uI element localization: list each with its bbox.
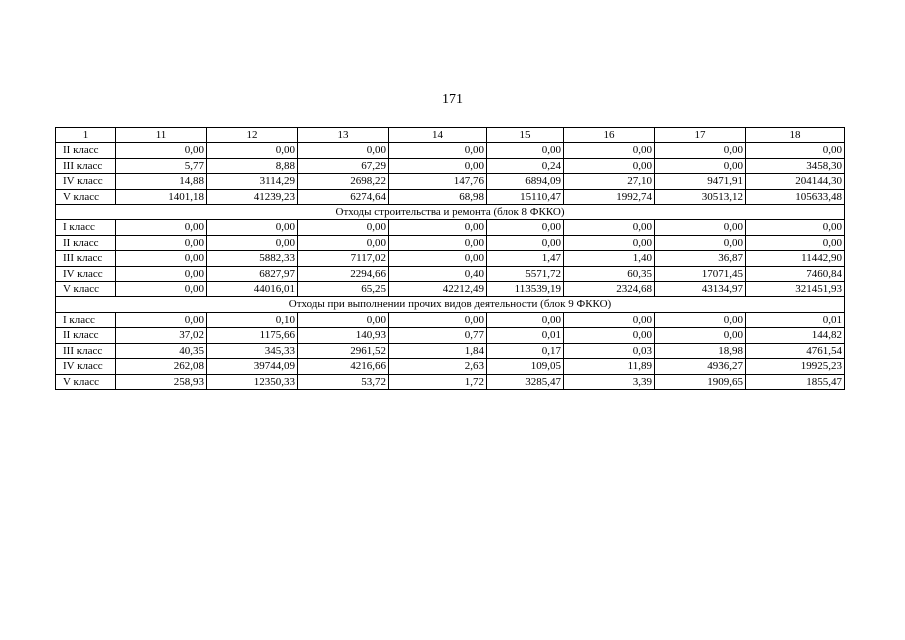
column-header-11: 11 — [116, 128, 207, 143]
row-label: II класс — [56, 328, 116, 343]
table-row — [56, 174, 845, 189]
row-label: II класс — [56, 143, 116, 158]
value-cell: 53,72 — [298, 374, 389, 389]
value-cell: 0,00 — [298, 312, 389, 327]
value-cell: 3285,47 — [487, 374, 564, 389]
value-cell: 6894,09 — [487, 174, 564, 189]
row-label: V класс — [56, 282, 116, 297]
value-cell: 0,01 — [487, 328, 564, 343]
value-cell: 2324,68 — [564, 282, 655, 297]
header-row — [56, 128, 845, 143]
section-title: Отходы при выполнении прочих видов деятельности (блок 9 ФККО) — [56, 297, 845, 312]
value-cell: 0,00 — [487, 312, 564, 327]
section-row — [56, 205, 845, 220]
table-row — [56, 328, 845, 343]
value-cell: 0,00 — [564, 143, 655, 158]
column-header-12: 12 — [207, 128, 298, 143]
table-row — [56, 143, 845, 158]
value-cell: 113539,19 — [487, 282, 564, 297]
table-row — [56, 374, 845, 389]
value-cell: 0,00 — [298, 220, 389, 235]
value-cell: 4216,66 — [298, 359, 389, 374]
value-cell: 0,00 — [746, 235, 845, 250]
table-row — [56, 312, 845, 327]
value-cell: 0,00 — [655, 312, 746, 327]
value-cell: 0,00 — [746, 143, 845, 158]
value-cell: 14,88 — [116, 174, 207, 189]
value-cell: 204144,30 — [746, 174, 845, 189]
value-cell: 2698,22 — [298, 174, 389, 189]
value-cell: 65,25 — [298, 282, 389, 297]
value-cell: 1855,47 — [746, 374, 845, 389]
value-cell: 345,33 — [207, 343, 298, 358]
value-cell: 5571,72 — [487, 266, 564, 281]
value-cell: 258,93 — [116, 374, 207, 389]
value-cell: 3114,29 — [207, 174, 298, 189]
value-cell: 0,00 — [389, 235, 487, 250]
value-cell: 44016,01 — [207, 282, 298, 297]
value-cell: 19925,23 — [746, 359, 845, 374]
value-cell: 144,82 — [746, 328, 845, 343]
value-cell: 0,00 — [655, 158, 746, 173]
value-cell: 37,02 — [116, 328, 207, 343]
column-header-1: 1 — [56, 128, 116, 143]
value-cell: 1175,66 — [207, 328, 298, 343]
value-cell: 0,24 — [487, 158, 564, 173]
row-label: IV класс — [56, 266, 116, 281]
value-cell: 0,00 — [564, 328, 655, 343]
value-cell: 1401,18 — [116, 189, 207, 204]
row-label: IV класс — [56, 359, 116, 374]
value-cell: 39744,09 — [207, 359, 298, 374]
value-cell: 1,84 — [389, 343, 487, 358]
value-cell: 15110,47 — [487, 189, 564, 204]
row-label: II класс — [56, 235, 116, 250]
value-cell: 7460,84 — [746, 266, 845, 281]
value-cell: 42212,49 — [389, 282, 487, 297]
value-cell: 0,00 — [564, 158, 655, 173]
value-cell: 2294,66 — [298, 266, 389, 281]
column-header-17: 17 — [655, 128, 746, 143]
value-cell: 0,00 — [655, 220, 746, 235]
value-cell: 12350,33 — [207, 374, 298, 389]
value-cell: 0,00 — [389, 312, 487, 327]
value-cell: 0,00 — [207, 220, 298, 235]
table-row — [56, 343, 845, 358]
value-cell: 0,77 — [389, 328, 487, 343]
row-label: V класс — [56, 374, 116, 389]
value-cell: 140,93 — [298, 328, 389, 343]
row-label: I класс — [56, 312, 116, 327]
value-cell: 0,10 — [207, 312, 298, 327]
value-cell: 0,00 — [116, 220, 207, 235]
value-cell: 0,00 — [116, 251, 207, 266]
value-cell: 0,00 — [207, 143, 298, 158]
value-cell: 0,00 — [298, 143, 389, 158]
row-label: V класс — [56, 189, 116, 204]
value-cell: 109,05 — [487, 359, 564, 374]
table-row — [56, 189, 845, 204]
value-cell: 0,00 — [564, 235, 655, 250]
value-cell: 0,00 — [116, 282, 207, 297]
value-cell: 30513,12 — [655, 189, 746, 204]
value-cell: 36,87 — [655, 251, 746, 266]
value-cell: 43134,97 — [655, 282, 746, 297]
section-title: Отходы строительства и ремонта (блок 8 ФККО) — [56, 205, 845, 220]
value-cell: 0,40 — [389, 266, 487, 281]
value-cell: 60,35 — [564, 266, 655, 281]
value-cell: 7117,02 — [298, 251, 389, 266]
value-cell: 0,17 — [487, 343, 564, 358]
value-cell: 68,98 — [389, 189, 487, 204]
value-cell: 27,10 — [564, 174, 655, 189]
value-cell: 8,88 — [207, 158, 298, 173]
value-cell: 1992,74 — [564, 189, 655, 204]
page-number: 171 — [442, 92, 463, 107]
value-cell: 0,00 — [116, 235, 207, 250]
value-cell: 0,00 — [389, 158, 487, 173]
value-cell: 6274,64 — [298, 189, 389, 204]
value-cell: 0,00 — [487, 220, 564, 235]
value-cell: 17071,45 — [655, 266, 746, 281]
value-cell: 1909,65 — [655, 374, 746, 389]
value-cell: 40,35 — [116, 343, 207, 358]
value-cell: 0,00 — [564, 312, 655, 327]
value-cell: 1,72 — [389, 374, 487, 389]
value-cell: 4761,54 — [746, 343, 845, 358]
value-cell: 0,01 — [746, 312, 845, 327]
value-cell: 2961,52 — [298, 343, 389, 358]
value-cell: 3,39 — [564, 374, 655, 389]
value-cell: 3458,30 — [746, 158, 845, 173]
value-cell: 1,40 — [564, 251, 655, 266]
value-cell: 9471,91 — [655, 174, 746, 189]
value-cell: 18,98 — [655, 343, 746, 358]
value-cell: 0,00 — [116, 266, 207, 281]
column-header-14: 14 — [389, 128, 487, 143]
value-cell: 262,08 — [116, 359, 207, 374]
table-row — [56, 266, 845, 281]
table-row — [56, 359, 845, 374]
value-cell: 0,00 — [389, 143, 487, 158]
value-cell: 147,76 — [389, 174, 487, 189]
value-cell: 4936,27 — [655, 359, 746, 374]
value-cell: 0,00 — [116, 312, 207, 327]
row-label: IV класс — [56, 174, 116, 189]
column-header-13: 13 — [298, 128, 389, 143]
value-cell: 0,00 — [564, 220, 655, 235]
value-cell: 6827,97 — [207, 266, 298, 281]
value-cell: 11,89 — [564, 359, 655, 374]
table-row — [56, 220, 845, 235]
value-cell: 0,00 — [389, 251, 487, 266]
table-row — [56, 282, 845, 297]
value-cell: 321451,93 — [746, 282, 845, 297]
value-cell: 41239,23 — [207, 189, 298, 204]
value-cell: 105633,48 — [746, 189, 845, 204]
column-header-18: 18 — [746, 128, 845, 143]
row-label: I класс — [56, 220, 116, 235]
value-cell: 0,00 — [746, 220, 845, 235]
column-header-16: 16 — [564, 128, 655, 143]
value-cell: 5,77 — [116, 158, 207, 173]
value-cell: 5882,33 — [207, 251, 298, 266]
table-row — [56, 235, 845, 250]
value-cell: 0,03 — [564, 343, 655, 358]
row-label: III класс — [56, 158, 116, 173]
value-cell: 0,00 — [389, 220, 487, 235]
value-cell: 0,00 — [116, 143, 207, 158]
value-cell: 11442,90 — [746, 251, 845, 266]
value-cell: 0,00 — [655, 328, 746, 343]
row-label: III класс — [56, 251, 116, 266]
table-row — [56, 251, 845, 266]
table-row — [56, 158, 845, 173]
table-body — [56, 143, 845, 390]
value-cell: 0,00 — [655, 235, 746, 250]
column-header-15: 15 — [487, 128, 564, 143]
value-cell: 0,00 — [207, 235, 298, 250]
table-header — [56, 128, 845, 143]
value-cell: 0,00 — [487, 143, 564, 158]
value-cell: 0,00 — [298, 235, 389, 250]
value-cell: 0,00 — [655, 143, 746, 158]
value-cell: 2,63 — [389, 359, 487, 374]
value-cell: 1,47 — [487, 251, 564, 266]
value-cell: 0,00 — [487, 235, 564, 250]
waste-table — [55, 127, 845, 390]
section-row — [56, 297, 845, 312]
row-label: III класс — [56, 343, 116, 358]
value-cell: 67,29 — [298, 158, 389, 173]
